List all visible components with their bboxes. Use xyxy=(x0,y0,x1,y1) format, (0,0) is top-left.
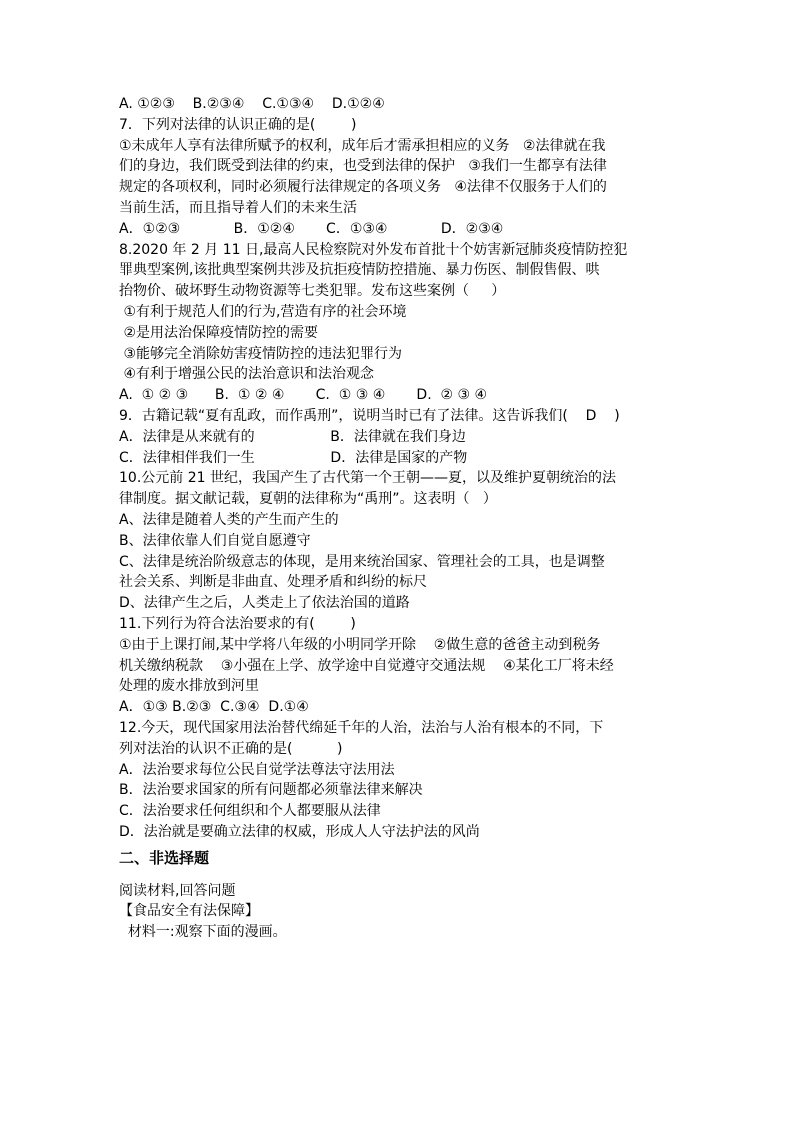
text-line: 12.今天，现代国家用法治替代绵延千年的人治，法治与人治有根本的不同，下 xyxy=(119,719,604,736)
material-line: 阅读材料,回答问题 xyxy=(119,882,236,899)
text-line: ③能够完全消除妨害疫情防控的违法犯罪行为 xyxy=(119,345,402,362)
text-line: B、法律依靠人们自觉自愿遵守 xyxy=(119,532,311,549)
text-line: 当前生活，而且指导着人们的未来生活 xyxy=(119,199,357,216)
material-lines xyxy=(119,881,679,943)
text-line: 们的身边，我们既受到法律的约束，也受到法律的保护 ③我们一生都享有法律 xyxy=(119,158,607,175)
text-line: D．法治就是要确立法律的权威，形成人人守法护法的风尚 xyxy=(119,823,480,840)
text-line: A．①②③ B．①②④ C．①③④ D．②③④ xyxy=(119,220,504,237)
text-line: 10.公元前 21 世纪，我国产生了古代第一个王朝——夏，以及维护夏朝统治的法 xyxy=(119,470,616,487)
text-line: B．法治要求国家的所有问题都必须靠法律来解决 xyxy=(119,782,423,799)
text-line: 处理的废水排放到河里 xyxy=(119,678,259,695)
text-line: ①由于上课打闹,某中学将八年级的小明同学开除 ②做生意的爸爸主动到税务 xyxy=(119,636,601,653)
material-line: 材料一:观察下面的漫画。 xyxy=(119,924,287,941)
text-line: A、法律是随着人类的产生而产生的 xyxy=(119,511,339,528)
text-line: A．法律是从来就有的 B．法律就在我们身边 xyxy=(119,428,466,445)
text-line: 规定的各项权利，同时必须履行法律规定的各项义务 ④法律不仅服务于人们的 xyxy=(119,179,607,196)
text-line: ①有利于规范人们的行为,营造有序的社会环境 xyxy=(119,303,407,320)
text-line: 9．古籍记载“夏有乱政，而作禹刑”，说明当时已有了法律。这告诉我们( D ) xyxy=(119,407,620,424)
text-line: 律制度。据文献记载，夏朝的法律称为“禹刑”。这表明（ ） xyxy=(119,491,497,508)
text-line: A．法治要求每位公民自觉学法尊法守法用法 xyxy=(119,761,395,778)
text-line: 11.下列行为符合法治要求的有( ) xyxy=(119,615,356,632)
section-title: 二、非选择题 xyxy=(119,848,210,867)
text-line: A. ① ② ③ B. ① ② ④ C. ① ③ ④ D. ② ③ ④ xyxy=(119,387,488,404)
text-line: 8.2020 年 2 月 11 日,最高人民检察院对外发布首批十个妨害新冠肺炎疫情防控犯 xyxy=(119,241,628,258)
text-line: 机关缴纳税款 ③小强在上学、放学途中自觉遵守交通法规 ④某化工厂将未经 xyxy=(119,657,614,674)
question-lines xyxy=(119,94,679,843)
text-line: 抬物价、破坏野生动物资源等七类犯罪。发布这些案例（ ） xyxy=(119,283,506,300)
text-line: 列对法治的认识不正确的是( ) xyxy=(119,740,343,757)
text-line: ②是用法治保障疫情防控的需要 xyxy=(119,324,319,341)
text-line: D、法律产生之后，人类走上了依法治国的道路 xyxy=(119,595,410,612)
material-line: 【食品安全有法保障】 xyxy=(119,903,259,920)
text-line: A. ①②③ B.②③④ C.①③④ D.①②④ xyxy=(119,96,385,112)
text-line: ①未成年人享有法律所赋予的权利，成年后才需承担相应的义务 ②法律就在我 xyxy=(119,137,606,154)
text-line: 7．下列对法律的认识正确的是( ) xyxy=(119,116,357,133)
text-line: 罪典型案例,该批典型案例共涉及抗拒疫情防控措施、暴力伤医、制假售假、哄 xyxy=(119,262,600,279)
text-line: ④有利于增强公民的法治意识和法治观念 xyxy=(119,366,374,383)
document-page xyxy=(119,94,679,943)
text-line: A．①③ B.②③ C.③④ D.①④ xyxy=(119,699,309,716)
text-line: C．法律相伴我们一生 D．法律是国家的产物 xyxy=(119,449,468,466)
text-line: C、法律是统治阶级意志的体现，是用来统治国家、管理社会的工具，也是调整 xyxy=(119,553,605,570)
text-line: C．法治要求任何组织和个人都要服从法律 xyxy=(119,803,381,820)
text-line: 社会关系、判断是非曲直、处理矛盾和纠纷的标尺 xyxy=(119,574,427,591)
